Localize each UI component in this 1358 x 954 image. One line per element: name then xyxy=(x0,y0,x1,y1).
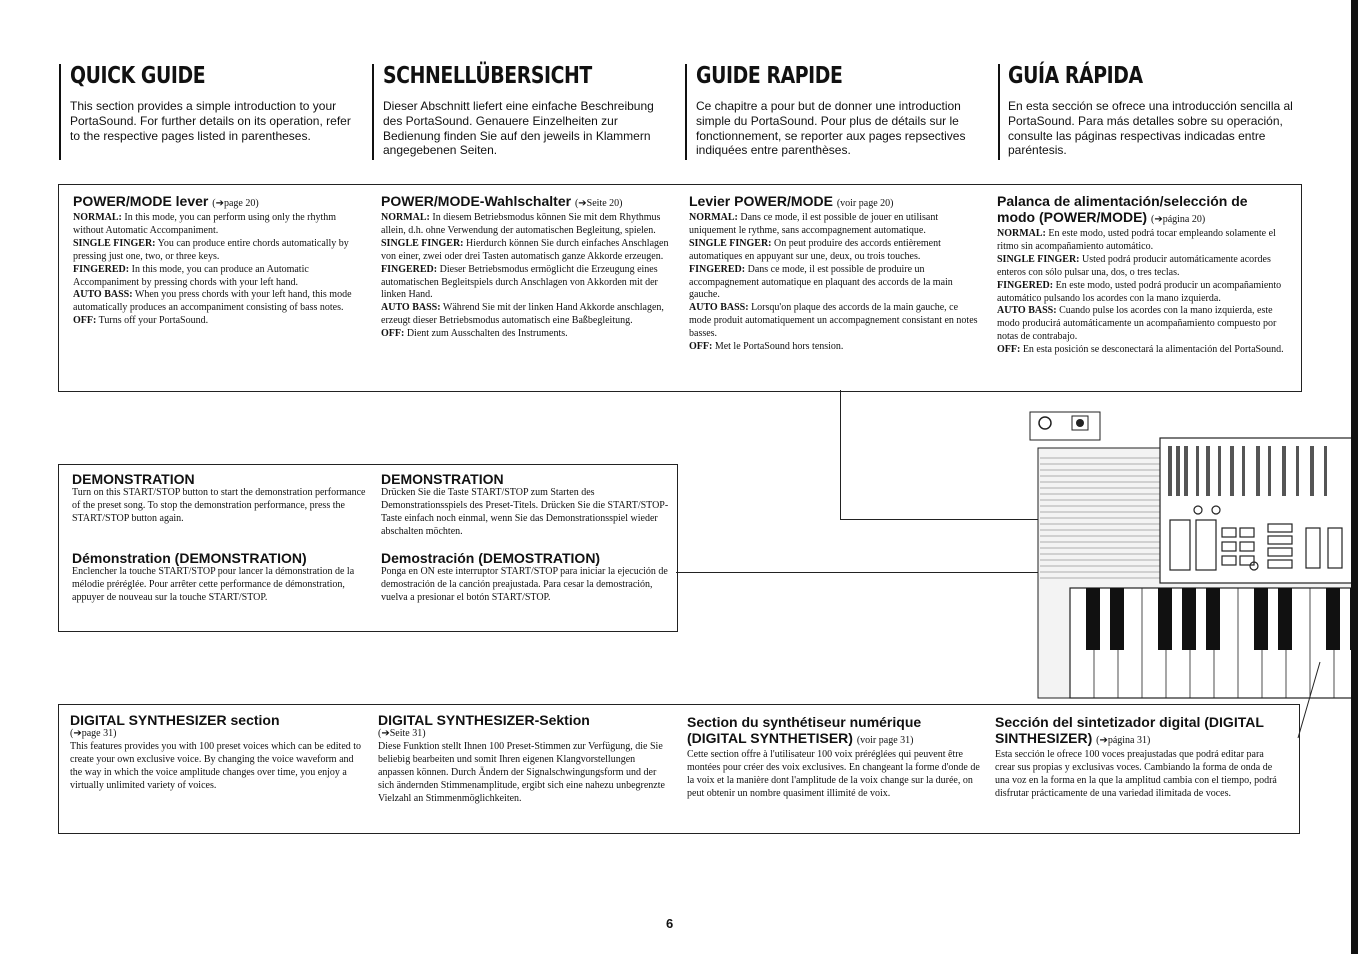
section-title: DIGITAL SYNTHESIZER section xyxy=(70,712,280,728)
section-body: Cette section offre à l'utilisateur 100 voix préréglées qui peuvent être montées pour créer des voix exclusives. En changeant la forme d'onde de la voix et la manière dont l'amplitude de la voix change sur la durée, on peut obtenir un nombre quasiment illimité de voix. xyxy=(687,749,980,799)
page-title: QUICK GUIDE xyxy=(70,63,206,89)
demo-de xyxy=(381,471,673,539)
intro-text: Ce chapitre a pour but de donner une introduction simple du PortaSound. Pour plus de détails sur le fonctionnement, se reporter aux pages repsectives indiquées entre parenthèses. xyxy=(696,99,966,158)
demo-fr xyxy=(72,550,367,605)
section-title: DEMONSTRATION xyxy=(72,471,195,487)
section-body: Esta sección le ofrece 100 voces preajustadas que podrá editar para crear sus propias y exclusivas voces. Cambiando la forma de onda de una voz en la forma en la que la amplitud cambia con el tiempo, podrá disfrutar prácticamente de una variedad ilimitada de voces. xyxy=(995,749,1277,799)
section-body: Ponga en ON este interruptor START/STOP para iniciar la ejecución de demostración de la canción preajustada. Para cesar la demostración, vuelva a presionar el botón START/STOP. xyxy=(381,566,668,603)
synth-de xyxy=(378,712,673,805)
power-mode-es xyxy=(997,193,1287,357)
demo-es xyxy=(381,550,673,605)
section-title: DEMONSTRATION xyxy=(381,471,504,487)
synth-es xyxy=(995,714,1285,801)
power-mode-en xyxy=(73,193,358,328)
section-body: Enclencher la touche START/STOP pour lancer la démonstration de la mélodie préréglée. Pour arrêter cette performance de démonstration, appuyer de nouveau sur la touche START/STOP. xyxy=(72,566,355,603)
header-fr xyxy=(696,63,986,158)
header-rule xyxy=(372,64,374,160)
intro-text: En esta sección se ofrece una introducción sencilla al PortaSound. Para más detalles sobre su operación, consulte las páginas respectivas indicadas entre paréntesis. xyxy=(1008,99,1293,158)
section-ref: (➔Seite 31) xyxy=(378,728,426,739)
section-title: Démonstration (DEMONSTRATION) xyxy=(72,550,307,566)
section-body: This features provides you with 100 preset voices which can be edited to create your own exclusive voice. By changing the voice waveform and the way in which the voice amplitude changes over time, you enjoy a virtually unlimited variety of voices. xyxy=(70,740,362,791)
page-number: 6 xyxy=(666,916,674,931)
section-title: POWER/MODE lever (➔page 20) xyxy=(73,193,259,209)
page-edge xyxy=(1351,0,1358,954)
section-body: NORMAL: In this mode, you can perform using only the rhythm without Automatic Accompaniment. SINGLE FINGER: You can produce entire chords automatically by pressing just one, two, or three keys. FINGERED: In this mode, you can produce an Automatic Accompaniment by pressing chords with your left hand. AUTO BASS: When you press chords with your left hand, this mode automatically produces an accompaniment consisting of bass notes. OFF: Turns off your PortaSound. xyxy=(73,212,352,327)
synth-en xyxy=(70,712,365,793)
intro-text: This section provides a simple introduction to your PortaSound. For further details on its operation, refer to the respective pages listed in parentheses. xyxy=(70,99,351,143)
section-body: NORMAL: Dans ce mode, il est possible de jouer en utilisant uniquement le rythme, sans accompagnement automatique. SINGLE FINGER: On peut produire des accords entièrement automatiques en appuyant sur une, deux, ou trois touches. FINGERED: Dans ce mode, il est possible de produire un accompagnement automatique en plaquant des accords de la main gauche. AUTO BASS: Lorsqu'on plaque des accords de la main gauche, ce mode produit automatiquement un accompagnement consistant en notes basses. OFF: Met le PortaSound hors tension. xyxy=(689,212,978,353)
section-ref: (➔page 31) xyxy=(70,728,117,739)
section-body: NORMAL: In diesem Betriebsmodus können Sie mit dem Rhythmus allein, d.h. ohne Verwendung der automatischen Begleitung, spielen. SINGLE FINGER: Hierdurch können Sie durch einfaches Anschlagen von einer, zwei oder drei Tasten automatisch ganze Akkorde erzeugen. FINGERED: Dieser Betriebsmodus ermöglicht die Erzeugung eines automatischen Begleitspiels durch Anschlagen von Akkorden mit der linken Hand. AUTO BASS: Während Sie mit der linken Hand Akkorde anschlagen, erzeugt dieser Betriebsmodus automatisch eine Baßbegleitung. OFF: Dient zum Ausschalten des Instruments. xyxy=(381,212,669,340)
power-mode-de xyxy=(381,193,673,341)
section-title: Palanca de alimentación/selección de modo (POWER/MODE) (➔página 20) xyxy=(997,193,1248,225)
power-mode-fr xyxy=(689,193,981,354)
synth-fr xyxy=(687,714,982,801)
section-body: NORMAL: En este modo, usted podrá tocar empleando solamente el ritmo sin acompañamiento automático. SINGLE FINGER: Usted podrá producir automáticamente acordes enteros con sólo pulsar una, dos, o tres teclas. FINGERED: En este modo, usted podrá producir un acompañamiento automático pulsando los acordes con la mano izquierda. AUTO BASS: Cuando pulse los acordes con la mano izquierda, este modo producirá automáticamente un acompañamiento compuesto por notas de contrabajo. OFF: En esta posición se desconectará la alimentación del PortaSound. xyxy=(997,228,1284,356)
header-rule xyxy=(998,64,1000,160)
section-body: Drücken Sie die Taste START/STOP zum Starten des Demonstrationsspiels des Preset-Titels. Drücken Sie die START/STOP-Taste einfach noch einmal, wenn Sie das Demonstrationsspiel wieder abschalten möchten. xyxy=(381,487,669,537)
intro-text: Dieser Abschnitt liefert eine einfache Beschreibung des PortaSound. Genauere Einzelheiten zur Bedienung finden Sie auf den jeweils in Klammern angegebenen Seiten. xyxy=(383,99,654,158)
section-title: Sección del sintetizador digital (DIGITAL SINTHESIZER) (➔página 31) xyxy=(995,714,1264,746)
header-es xyxy=(1008,63,1308,158)
header-de xyxy=(383,63,673,158)
section-title: POWER/MODE-Wahlschalter (➔Seite 20) xyxy=(381,193,623,209)
section-title: Section du synthétiseur numérique (DIGITAL SYNTHETISER) (voir page 31) xyxy=(687,714,922,746)
section-title: Demostración (DEMOSTRATION) xyxy=(381,550,601,566)
page-title: GUÍA RÁPIDA xyxy=(1008,63,1143,89)
leader-line xyxy=(1290,660,1330,740)
section-title: Levier POWER/MODE (voir page 20) xyxy=(689,193,894,209)
header-rule xyxy=(59,64,61,160)
section-title: DIGITAL SYNTHESIZER-Sektion xyxy=(378,712,590,728)
section-body: Diese Funktion stellt Ihnen 100 Preset-Stimmen zur Verfügung, die Sie beliebig bearbeiten und somit Ihren eigenen Klangvorstellungen anpassen können. Durch Ändern der Signalschwingungsform und der sich ändernden Stimmenamplitude, ergibt sich eine nahezu unbegrenzte Vielzahl an Stimmenmöglichkeiten. xyxy=(378,740,665,804)
header-en xyxy=(70,63,360,143)
page-title: GUIDE RAPIDE xyxy=(696,63,843,89)
section-body: Turn on this START/STOP button to start the demonstration performance of the preset song. To stop the demonstration performance, press the START/STOP button again. xyxy=(72,487,366,524)
header-rule xyxy=(685,64,687,160)
leader-line xyxy=(676,572,1046,573)
leader-line xyxy=(840,390,841,520)
page-title: SCHNELLÜBERSICHT xyxy=(383,63,592,89)
demo-en xyxy=(72,471,367,526)
